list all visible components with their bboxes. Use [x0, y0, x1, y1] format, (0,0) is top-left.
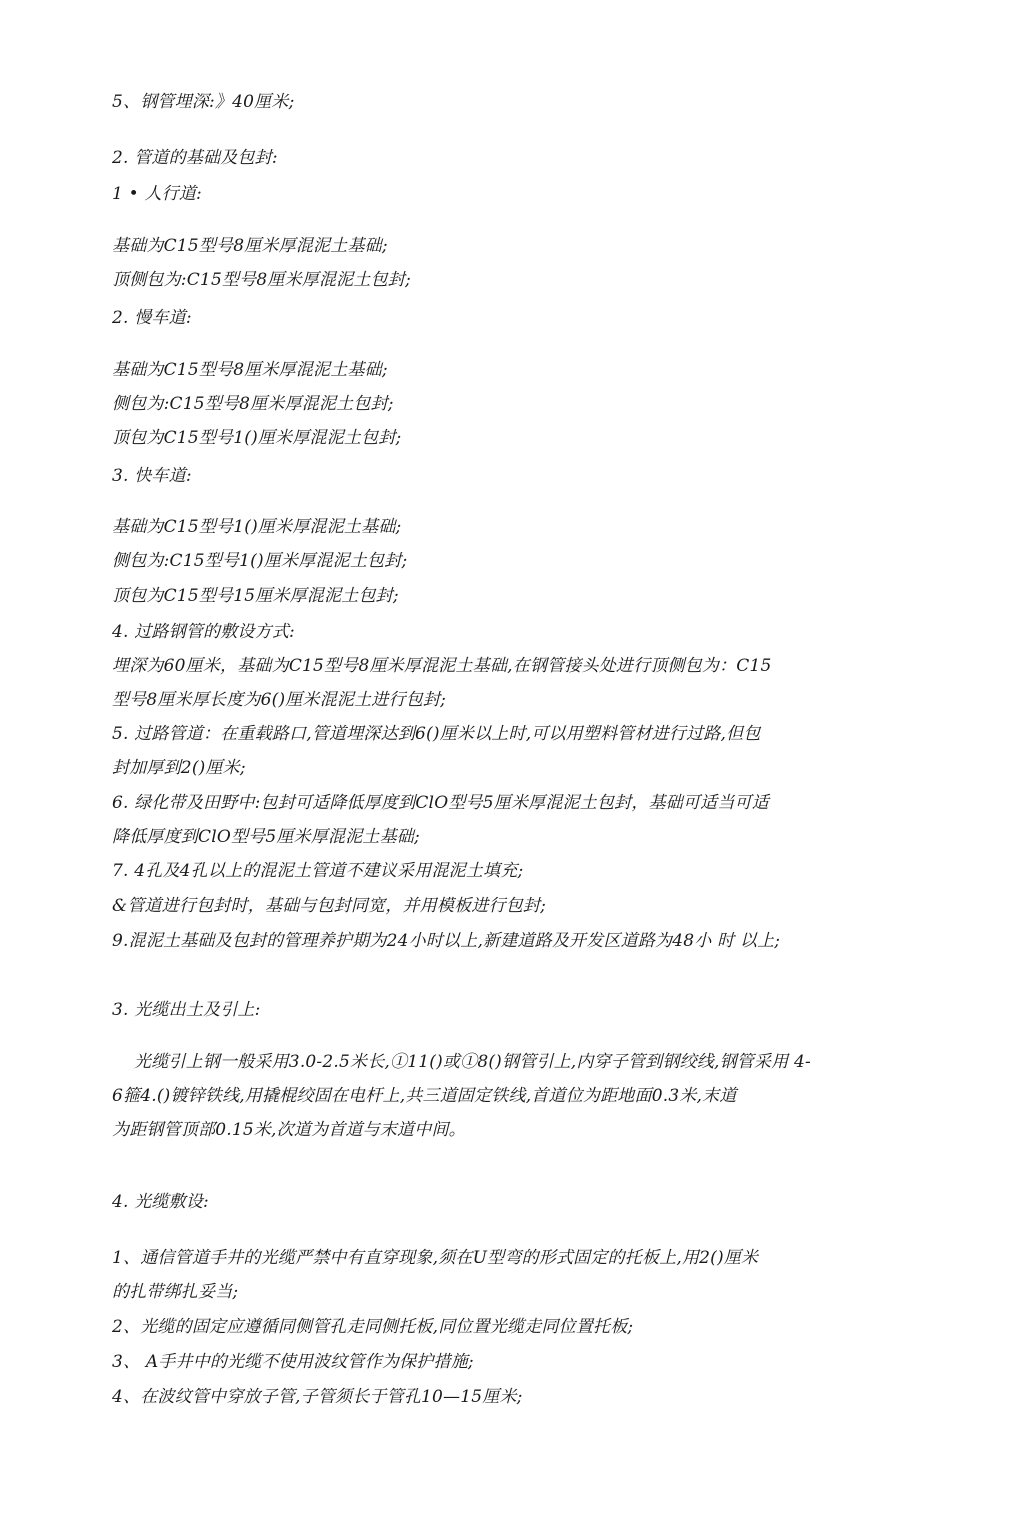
- crossing-pipe-text-1: 埋深为60厘米，基础为C15型号8厘米厚混泥土基础,在钢管接头处进行顶侧包为：C15: [112, 656, 772, 676]
- laying-item-1-line-1: 1、通信管道手井的光缆严禁中有直穿现象,须在U型弯的形式固定的托板上,用2()厘米: [112, 1248, 759, 1268]
- greenbelt-text-2: 降低厚度到ClO型号5厘米厚混泥土基础;: [112, 827, 420, 847]
- laying-item-2: 2、光缆的固定应遵循同侧管孔走同侧托板,同位置光缆走同位置托板;: [112, 1317, 634, 1337]
- sidewalk-top-side-wrap: 顶侧包为:C15型号8厘米厚混泥土包封;: [112, 270, 411, 290]
- curing-period-item: 9.混泥土基础及包封的管理养护期为24小时以上,新建道路及开发区道路为48小 时 以上;: [112, 931, 781, 951]
- crossing-duct-text-2: 封加厚到2()厘米;: [112, 758, 246, 778]
- crossing-pipe-heading: 4. 过路钢管的敷设方式:: [112, 622, 295, 642]
- fast-lane-top-wrap: 顶包为C15型号15厘米厚混泥土包封;: [112, 586, 399, 606]
- slow-lane-heading: 2. 慢车道:: [112, 308, 192, 328]
- slow-lane-side-wrap: 侧包为:C15型号8厘米厚混泥土包封;: [112, 394, 394, 414]
- cable-riser-text-2: 6箍4.()镀锌铁线,用撬棍绞固在电杆上,共三道固定铁线,首道位为距地面0.3米,末道: [112, 1086, 737, 1106]
- laying-item-1-line-2: 的扎带绑扎妥当;: [112, 1282, 239, 1302]
- section-cable-laying-heading: 4. 光缆敷设:: [112, 1192, 209, 1212]
- section-cable-riser-heading: 3. 光缆出土及引上:: [112, 1000, 261, 1020]
- sidewalk-foundation: 基础为C15型号8厘米厚混泥土基础;: [112, 236, 388, 256]
- fast-lane-heading: 3. 快车道:: [112, 466, 192, 486]
- laying-item-3: 3、 A手井中的光缆不使用波纹管作为保护措施;: [112, 1352, 474, 1372]
- steel-pipe-depth-item: 5、钢管埋深:》40厘米;: [112, 92, 295, 112]
- cable-riser-text-3: 为距钢管顶部0.15米,次道为首道与末道中间。: [112, 1120, 466, 1140]
- sidewalk-heading: 1 • 人行道:: [112, 184, 202, 204]
- greenbelt-text-1: 6. 绿化带及田野中:包封可适降低厚度到ClO型号5厘米厚混泥土包封，基础可适当可适: [112, 793, 769, 813]
- fast-lane-foundation: 基础为C15型号1()厘米厚混泥土基础;: [112, 517, 402, 537]
- cable-riser-text-1: 光缆引上钢一般采用3.0-2.5米长,①11()或①8()钢管引上,内穿子管到钢绞线,钢管采用 4-: [134, 1052, 811, 1072]
- section-pipe-foundation-heading: 2. 管道的基础及包封:: [112, 148, 278, 168]
- laying-item-4: 4、在波纹管中穿放子管,子管须长于管孔10—15厘米;: [112, 1387, 523, 1407]
- four-hole-duct-item: 7. 4孔及4孔以上的混泥土管道不建议采用混泥土填充;: [112, 861, 524, 881]
- wrapping-item: &管道进行包封时，基础与包封同宽，并用模板进行包封;: [112, 896, 547, 916]
- slow-lane-top-wrap: 顶包为C15型号1()厘米厚混泥土包封;: [112, 428, 402, 448]
- crossing-pipe-text-2: 型号8厘米厚长度为6()厘米混泥土进行包封;: [112, 690, 447, 710]
- crossing-duct-text-1: 5. 过路管道：在重载路口,管道埋深达到6()厘米以上时,可以用塑料管材进行过路,但包: [112, 724, 761, 744]
- fast-lane-side-wrap: 侧包为:C15型号1()厘米厚混泥土包封;: [112, 551, 408, 571]
- slow-lane-foundation: 基础为C15型号8厘米厚混泥土基础;: [112, 360, 388, 380]
